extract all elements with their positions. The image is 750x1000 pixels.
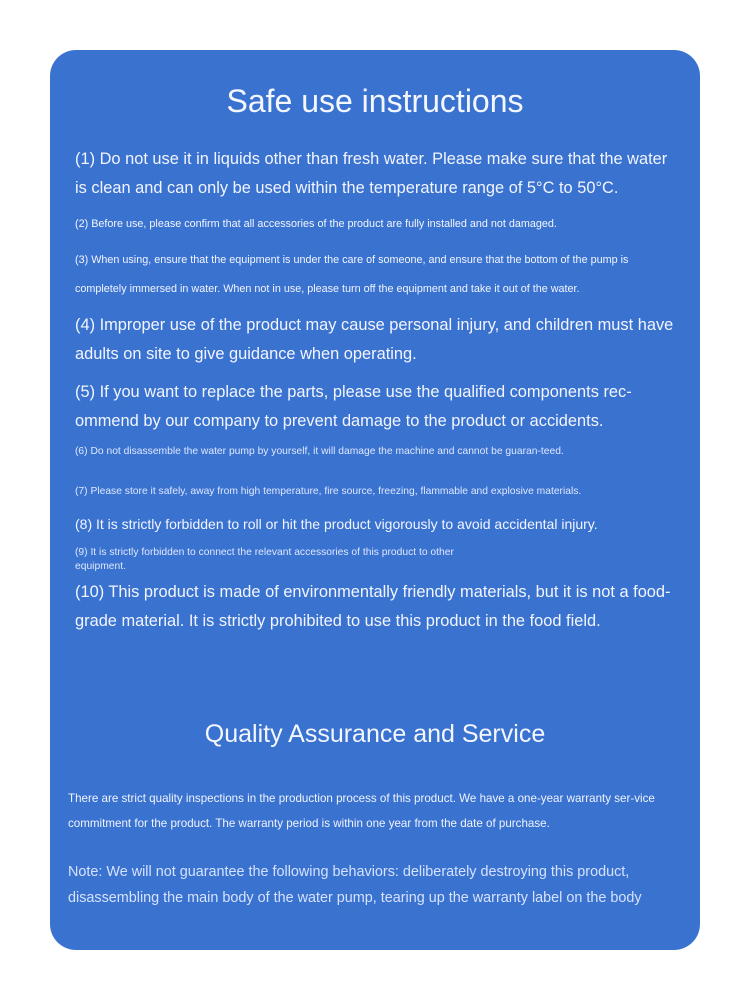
quality-assurance-title: Quality Assurance and Service (204, 720, 546, 748)
instruction-item-2: (2) Before use, please confirm that all accessories of the product are fully installed and not damaged. (75, 218, 557, 230)
instruction-item-9: (9) It is strictly forbidden to connect the relevant accessories of this product to other equipment. (75, 547, 454, 572)
instruction-item-10: (10) This product is made of environmentally friendly materials, but it is not a food-grade material. It is strictly prohibited to use this product in the food field. (75, 583, 671, 630)
instruction-item-6: (6) Do not disassemble the water pump by yourself, it will damage the machine and cannot be guaran-teed. (75, 446, 564, 457)
instruction-item-3: (3) When using, ensure that the equipment is under the care of someone, and ensure that the bottom of the pump is completely immersed in water. When not in use, please turn off the equipment and take it out of the water. (75, 254, 629, 295)
instruction-item-1: (1) Do not use it in liquids other than fresh water. Please make sure that the water is clean and can only be used within the temperature range of 5°C to 50°C. (75, 150, 668, 197)
instruction-item-8: (8) It is strictly forbidden to roll or hit the product vigorously to avoid accidental injury. (75, 516, 598, 532)
safe-use-title: Safe use instructions (226, 83, 524, 119)
instruction-item-4: (4) Improper use of the product may cause personal injury, and children must have adults on site to give guidance when operating. (75, 316, 674, 363)
warranty-paragraph: There are strict quality inspections in the production process of this product. We have a one-year warranty ser-vice commitment for the product. The warranty period is within one year from the date of purchase. (68, 792, 655, 830)
instruction-item-5: (5) If you want to replace the parts, please use the qualified components rec-ommend by our company to prevent damage to the product or accidents. (75, 383, 632, 430)
warranty-note: Note: We will not guarantee the following behaviors: deliberately destroying this product, disassembling the main body of the water pump, tearing up the warranty label on the body (68, 864, 642, 906)
instruction-item-7: (7) Please store it safely, away from high temperature, fire source, freezing, flammable and explosive materials. (75, 486, 582, 497)
info-card (50, 50, 700, 950)
